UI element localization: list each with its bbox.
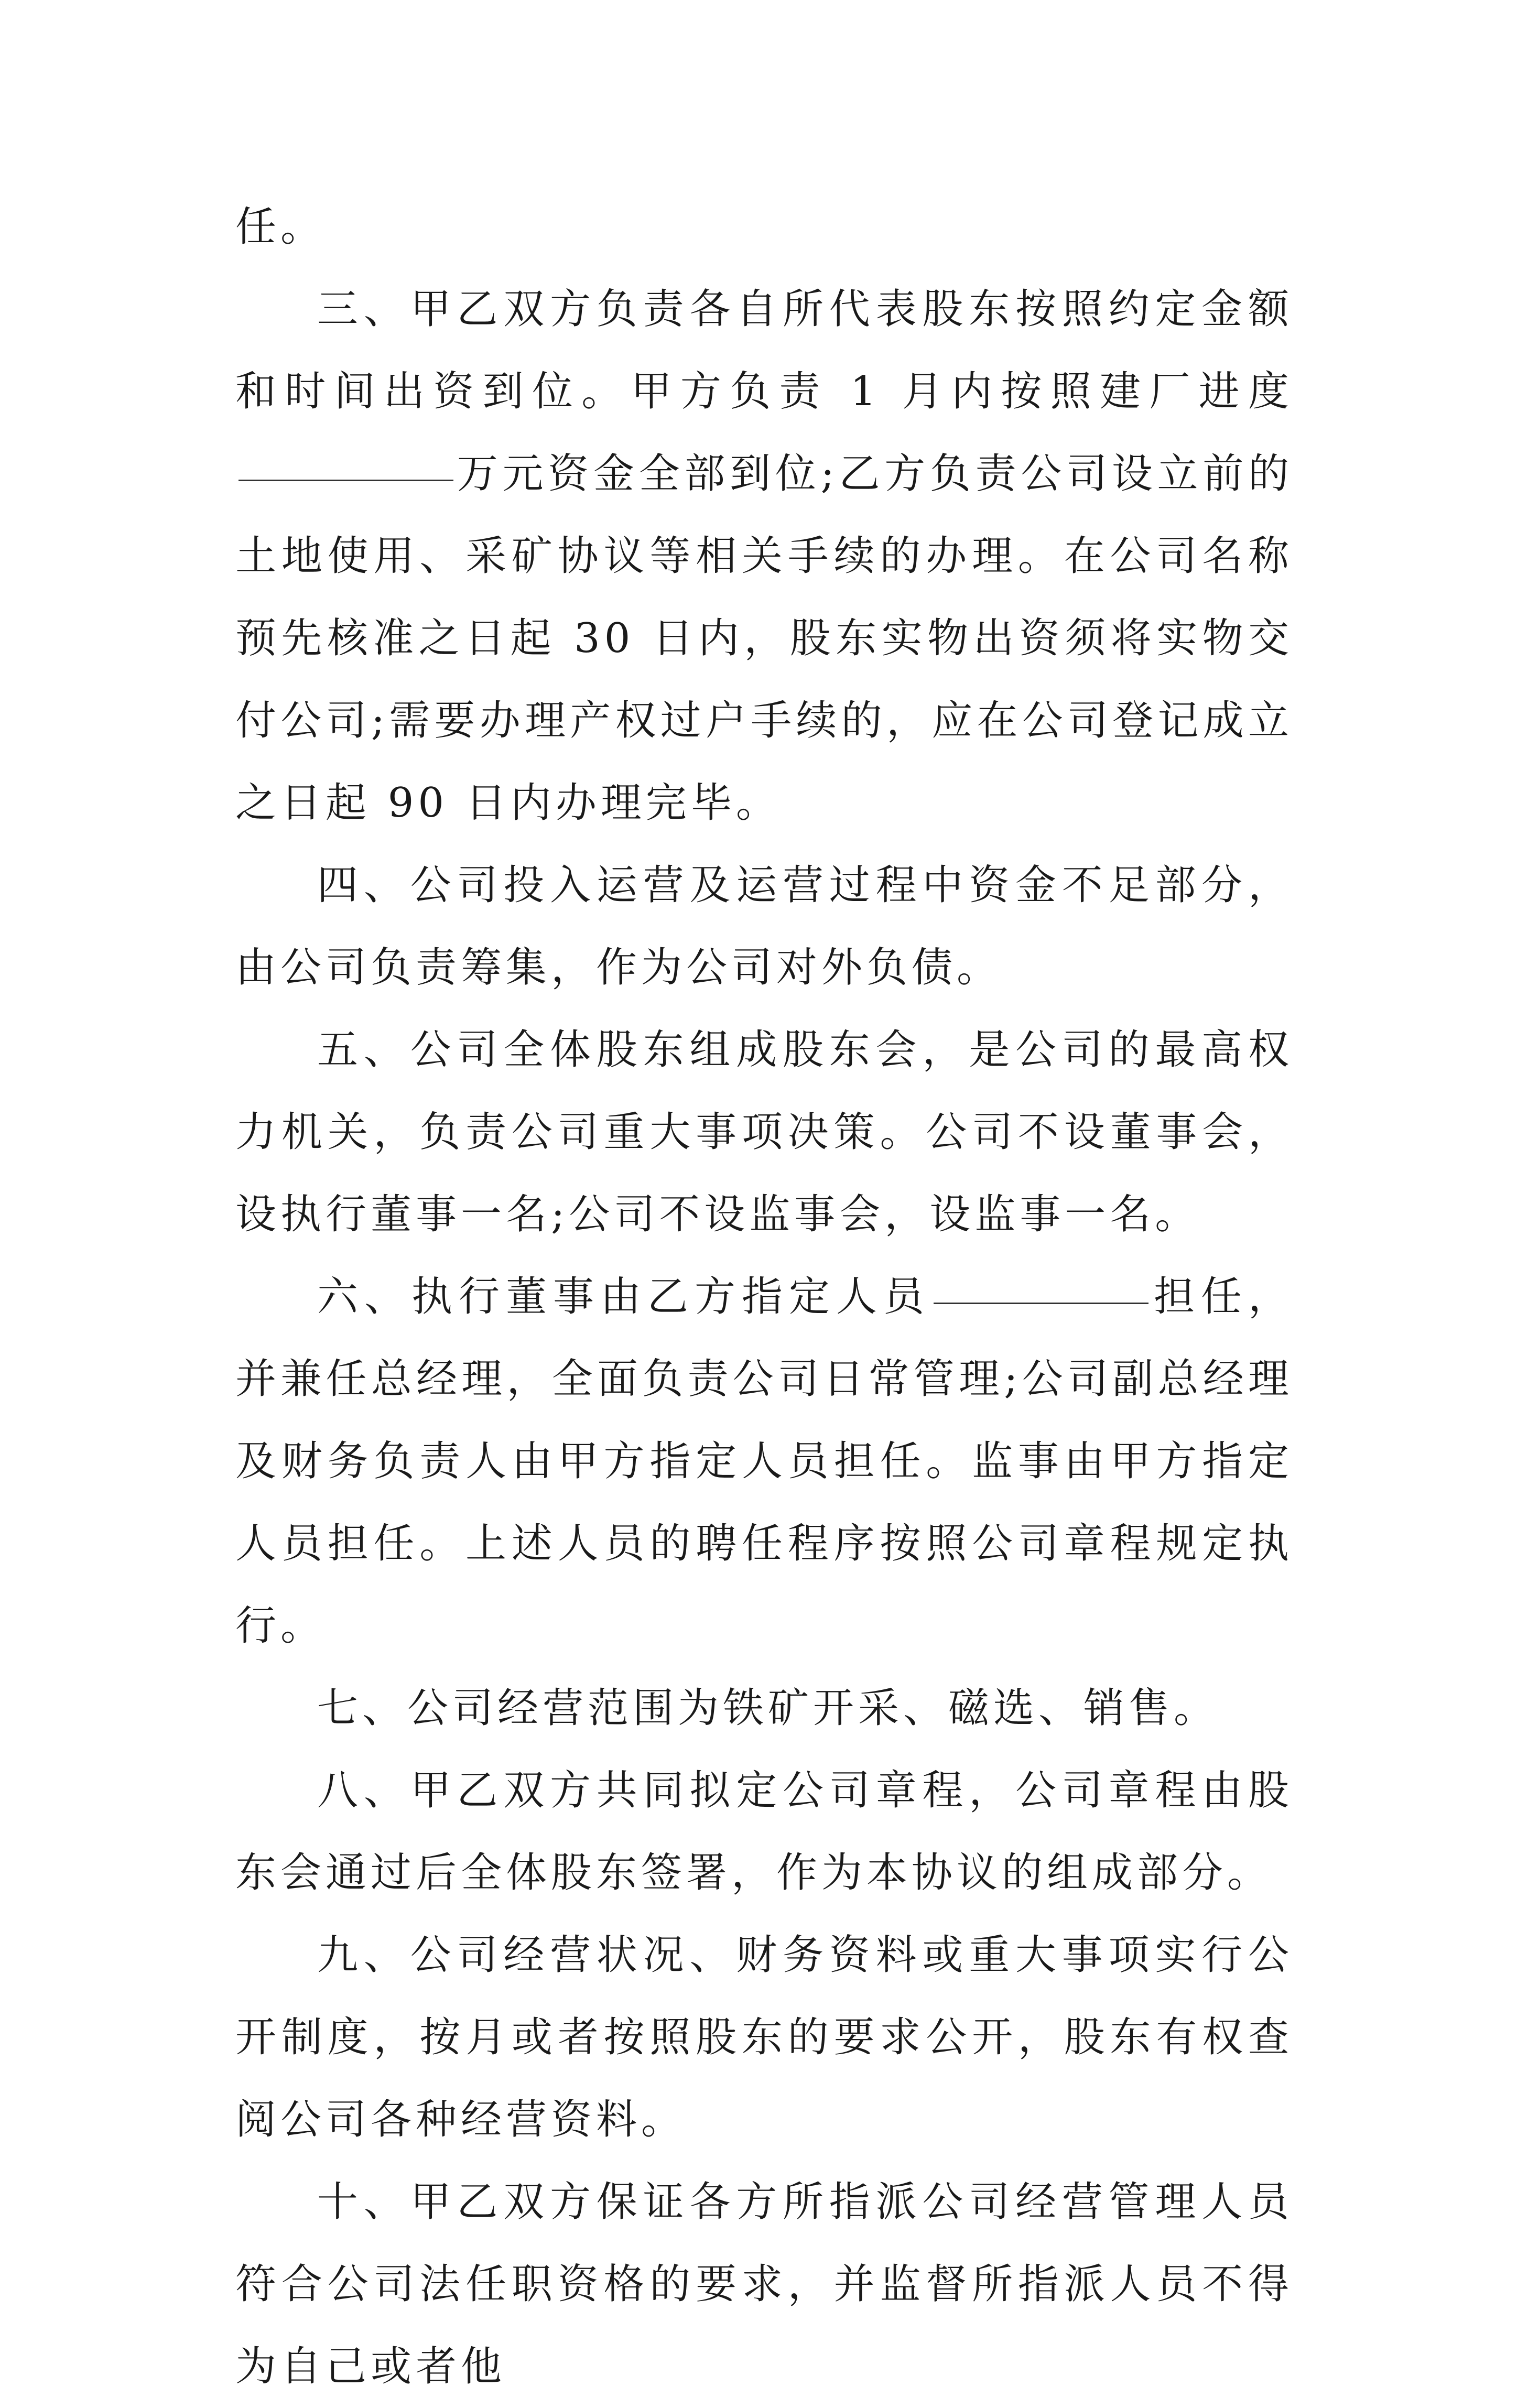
- clause-8-text: 八、甲乙双方共同拟定公司章程，公司章程由股东会通过后全体股东签署，作为本协议的组成部分。: [235, 1767, 1293, 1896]
- fill-in-blank-amount: [239, 479, 453, 481]
- clause-3-text-a: 三、甲乙双方负责各自所代表股东按照约定金额和时间出资到位。甲方负责 1 月内按照建厂进度: [235, 286, 1293, 415]
- paragraph-clause-3: [235, 268, 1293, 844]
- paragraph-clause-10: [235, 2161, 1293, 2408]
- paragraph-clause-8: [235, 1750, 1293, 1914]
- clause-9-text: 九、公司经营状况、财务资料或重大事项实行公开制度，按月或者按照股东的要求公开，股东有权查阅公司各种经营资料。: [235, 1932, 1293, 2143]
- clause-10-text: 十、甲乙双方保证各方所指派公司经营管理人员符合公司法任职资格的要求，并监督所指派人员不得为自己或者他: [235, 2178, 1293, 2390]
- paragraph-clause-6: [235, 1256, 1293, 1667]
- clause-6-text-b: 担任，并兼任总经理，全面负责公司日常管理;公司副总经理及财务负责人由甲方指定人员担任。监事由甲方指定人员担任。上述人员的聘任程序按照公司章程规定执行。: [235, 1273, 1293, 1650]
- clause-4-text: 四、公司投入运营及运营过程中资金不足部分，由公司负责筹集，作为公司对外负债。: [235, 862, 1293, 991]
- paragraph-continuation: [235, 186, 1293, 268]
- continuation-text: 任。: [235, 203, 326, 251]
- fill-in-blank-director: [934, 1302, 1148, 1304]
- document-body: [235, 186, 1293, 2408]
- clause-6-text-a: 六、执行董事由乙方指定人员: [317, 1273, 930, 1320]
- paragraph-clause-5: [235, 1009, 1293, 1256]
- paragraph-clause-7: [235, 1667, 1293, 1750]
- clause-3-text-b: 万元资金全部到位;乙方负责公司设立前的土地使用、采矿协议等相关手续的办理。在公司名称预先核准之日起 30 日内，股东实物出资须将实物交付公司;需要办理产权过户手续的，应在公司登记成立之日起 90 日内办理完毕。: [235, 450, 1293, 827]
- paragraph-clause-4: [235, 844, 1293, 1009]
- clause-5-text: 五、公司全体股东组成股东会，是公司的最高权力机关，负责公司重大事项决策。公司不设董事会，设执行董事一名;公司不设监事会，设监事一名。: [235, 1026, 1293, 1238]
- clause-7-text: 七、公司经营范围为铁矿开采、磁选、销售。: [317, 1685, 1219, 1732]
- paragraph-clause-9: [235, 1914, 1293, 2161]
